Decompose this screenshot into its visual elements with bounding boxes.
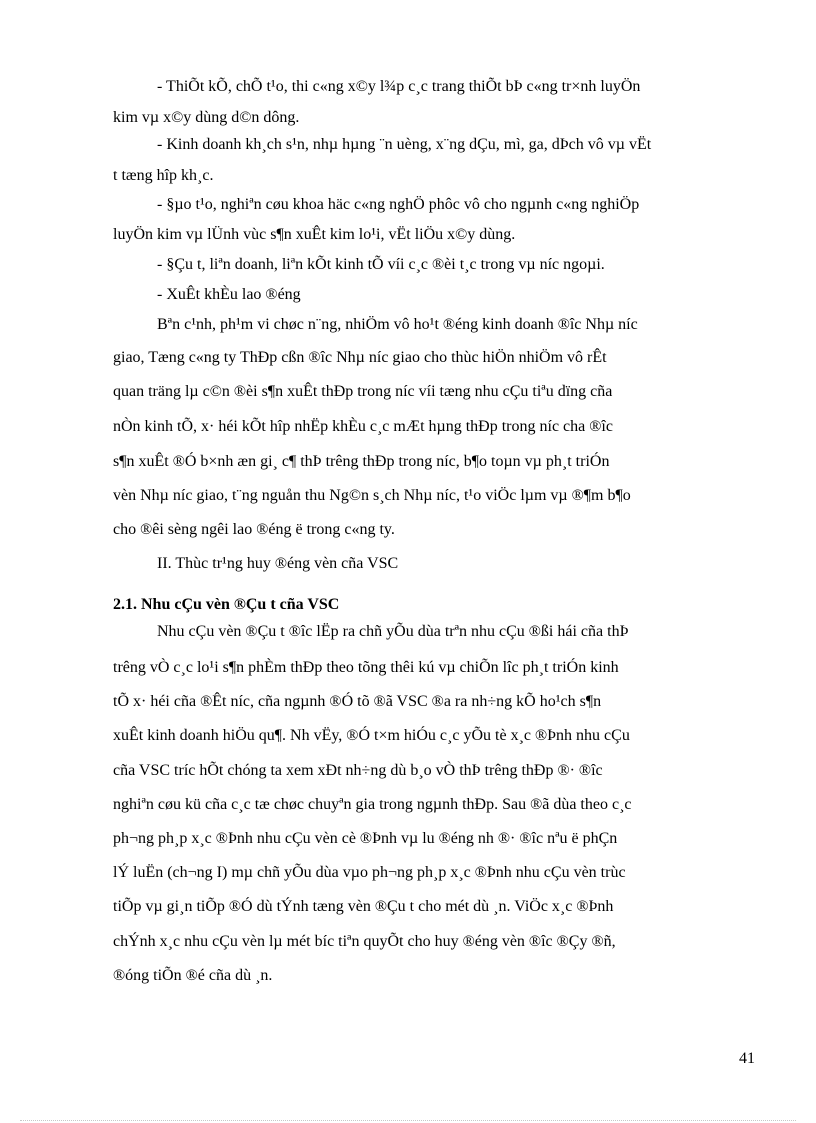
text-line: chÝnh x¸c nhu cÇu vèn lµ mét bíc tiªn quyÕt cho huy ®éng vèn ®îc ®Çy ®ñ, [113, 933, 616, 950]
text-line: tiÕp vµ gi¸n tiÕp ®Ó dù tÝnh tæng vèn ®Çu t cho mét dù ¸n. ViÖc x¸c ®Þnh [113, 898, 614, 915]
text-line: ®óng tiÕn ®é cña dù ¸n. [113, 967, 273, 984]
text-line: luyÖn kim vµ lÜnh vùc s¶n xuÊt kim lo¹i, vËt liÖu x©y dùng. [113, 226, 516, 243]
text-line: tÕ x· héi cña ®Êt níc, cña ngµnh ®Ó tõ ®ã VSC ®a ra nh÷ng kÕ ho¹ch s¶n [113, 693, 602, 710]
page-number: 41 [739, 1050, 755, 1067]
text-line: t tæng hîp kh¸c. [113, 167, 214, 184]
text-line: kim vµ x©y dùng d©n dông. [113, 109, 300, 126]
text-line: cho ®êi sèng ngêi lao ®éng ë trong c«ng ty. [113, 521, 395, 538]
text-line: ph¬ng ph¸p x¸c ®Þnh nhu cÇu vèn cè ®Þnh vµ lu ®éng nh ®· ®îc nªu ë phÇn [113, 830, 618, 847]
text-line: cña VSC tríc hÕt chóng ta xem xÐt nh÷ng dù b¸o vÒ thÞ trêng thÐp ®· ®îc [113, 762, 603, 779]
text-line: lÝ luËn (ch¬ng I) mµ chñ yÕu dùa vµo ph¬ng ph¸p x¸c ®Þnh nhu cÇu vèn trùc [113, 864, 626, 881]
text-line: - Kinh doanh kh¸ch s¹n, nhµ hµng ¨n uèng, x¨ng dÇu, mì, ga, dÞch vô vµ vËt [157, 136, 652, 153]
section-heading: II. Thùc tr¹ng huy ®éng vèn cña VSC [157, 555, 399, 572]
text-line: xuÊt kinh doanh hiÖu qu¶. Nh vËy, ®Ó t×m hiÓu c¸c yÕu tè x¸c ®Þnh nhu cÇu [113, 727, 630, 744]
text-line: trêng vÒ c¸c lo¹i s¶n phÈm thÐp theo tõng thêi kú vµ chiÕn lîc ph¸t triÓn kinh [113, 659, 619, 676]
text-line: s¶n xuÊt ®Ó b×nh æn gi¸ c¶ thÞ trêng thÐp trong níc, b¶o toµn vµ ph¸t triÓn [113, 453, 610, 470]
text-line: nÒn kinh tÕ, x· héi kÕt hîp nhËp khÈu c¸c mÆt hµng thÐp trong níc cha ®îc [113, 418, 613, 435]
page-bottom-divider [20, 1120, 796, 1121]
text-line: - §Çu t, liªn doanh, liªn kÕt kinh tÕ víi c¸c ®èi t¸c trong vµ níc ngoµi. [157, 256, 605, 273]
text-line: quan träng lµ c©n ®èi s¶n xuÊt thÐp trong níc víi tæng nhu cÇu tiªu dïng cña [113, 383, 613, 400]
subsection-heading: 2.1. Nhu cÇu vèn ®Çu t cña VSC [113, 596, 340, 613]
text-line: vèn Nhµ níc giao, t¨ng nguån thu Ng©n s¸ch Nhµ níc, t¹o viÖc lµm vµ ®¶m b¶o [113, 487, 631, 504]
text-line: - §µo t¹o, nghiªn cøu khoa häc c«ng nghÖ phôc vô cho ngµnh c«ng nghiÖp [157, 196, 640, 213]
text-line: giao, Tæng c«ng ty ThÐp cßn ®îc Nhµ níc giao cho thùc hiÖn nhiÖm vô rÊt [113, 349, 607, 366]
text-line: - XuÊt khÈu lao ®éng [157, 286, 301, 303]
text-line: Bªn c¹nh, ph¹m vi chøc n¨ng, nhiÖm vô ho¹t ®éng kinh doanh ®îc Nhµ níc [157, 316, 638, 333]
text-line: - ThiÕt kÕ, chÕ t¹o, thi c«ng x©y l¾p c¸c trang thiÕt bÞ c«ng tr×nh luyÖn [157, 78, 641, 95]
text-line: nghiªn cøu kü cña c¸c tæ chøc chuyªn gia trong ngµnh thÐp. Sau ®ã dùa theo c¸c [113, 796, 632, 813]
text-line: Nhu cÇu vèn ®Çu t ®îc lËp ra chñ yÕu dùa trªn nhu cÇu ®ßi hái cña thÞ [157, 623, 629, 640]
